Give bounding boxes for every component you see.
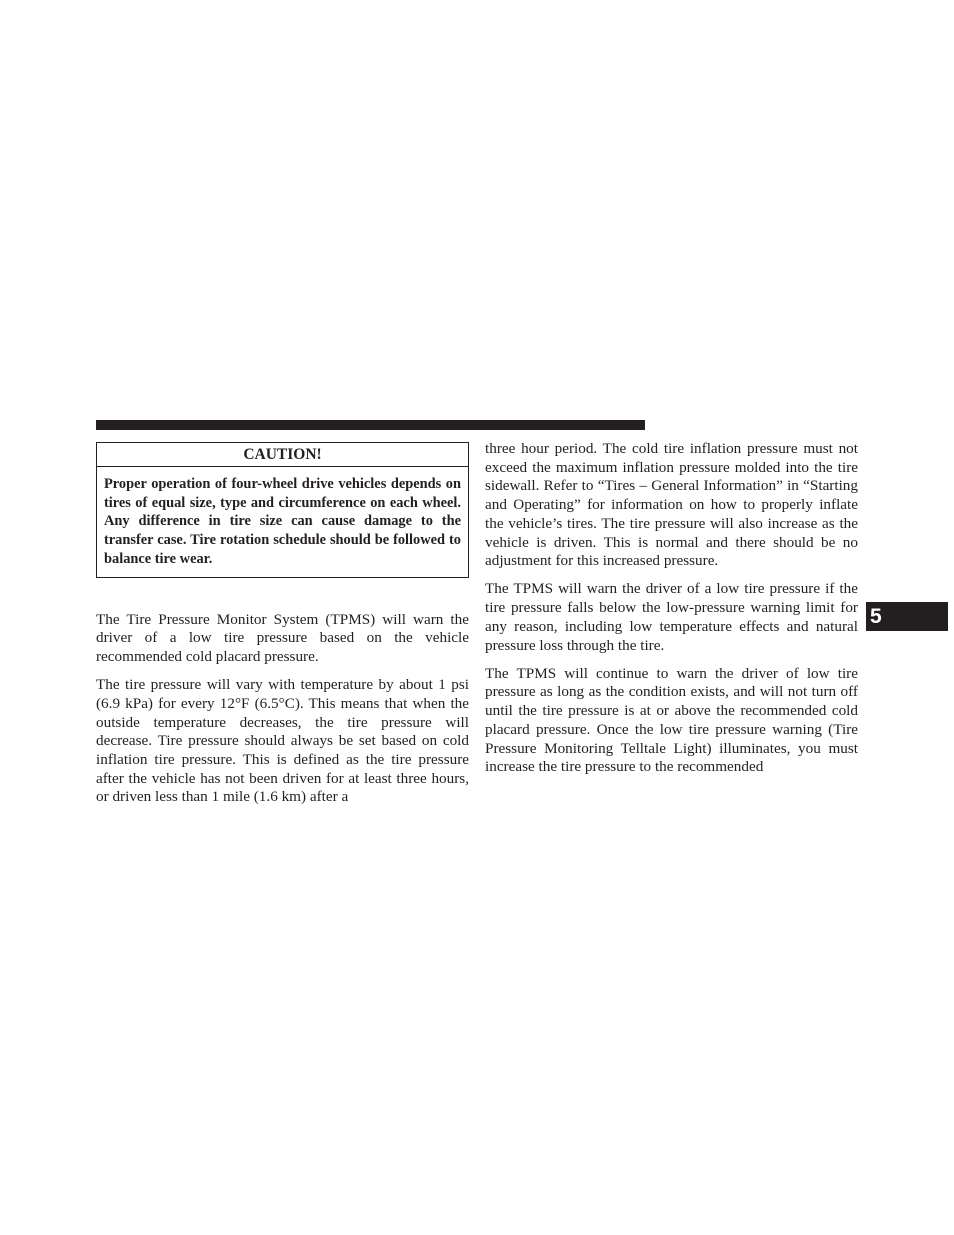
- right-paragraph-3: The TPMS will continue to warn the driver of low tire pressure as long as the condition exists, and will not turn off until the tire pressure is at or above the recommended cold placard pressure. Once the low tire pressure warning (Tire Pressure Monitoring Telltale Light) illuminates, you must increase the tire pressure to the recommended: [485, 664, 858, 776]
- left-paragraph-1: The Tire Pressure Monitor System (TPMS) will warn the driver of a low tire pressure based on the vehicle recommended cold placard pressure.: [96, 610, 469, 665]
- caution-body: Proper operation of four-wheel drive vehicles depends on tires of equal size, type and circumference on each wheel. Any difference in tire size can cause damage to the transfer case. Tire rotation schedule should be followed to balance tire wear.: [104, 476, 461, 567]
- caution-box: [96, 442, 469, 578]
- left-paragraph-2: The tire pressure will vary with temperature by about 1 psi (6.9 kPa) for every 12°F (6.5°C). This means that when the outside temperature decreases, the tire pressure will decrease. Tire pressure should always be set based on cold inflation tire pressure. This is defined as the tire pressure after the vehicle has not been driven for at least three hours, or driven less than 1 mile (1.6 km) after a: [96, 676, 469, 806]
- section-top-rule: [96, 420, 645, 430]
- chapter-tab: 5: [866, 602, 948, 631]
- right-column: [485, 440, 858, 786]
- right-paragraph-2: The TPMS will warn the driver of a low tire pressure if the tire pressure falls below the low-pressure warning limit for any reason, including low temperature effects and natural pressure loss through the tire.: [485, 580, 858, 654]
- left-column: [96, 440, 469, 817]
- right-paragraph-1: three hour period. The cold tire inflation pressure must not exceed the maximum inflation pressure molded into the tire sidewall. Refer to “Tires – General Information” in “Starting and Operating” for information on how to properly inflate the vehicle’s tires. The tire pressure will also increase as the vehicle is driven. This is normal and there should be no adjustment for this increased pressure.: [485, 440, 858, 570]
- caution-title: CAUTION!: [97, 443, 468, 467]
